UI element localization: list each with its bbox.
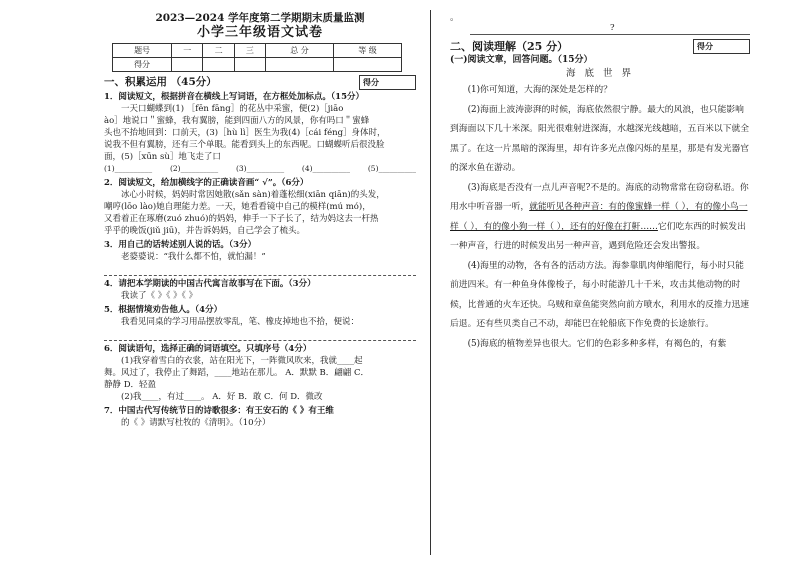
paper-title: 小学三年级语文试卷 xyxy=(196,25,323,40)
score-table-header: 二 xyxy=(203,44,234,58)
answer-blank[interactable]: (4)__________ xyxy=(301,164,351,173)
q1-text: 头也不抬地回到：口前天，(3)［hù lì］医生为我(4)［cái féng］身体时， xyxy=(104,128,386,138)
q6-text: 静静 D．轻盈 xyxy=(104,380,157,390)
score-cell[interactable] xyxy=(333,58,401,72)
question-mark: ? xyxy=(610,23,615,33)
q3-title: 3．用自己的话转述别人说的话。（3分） xyxy=(104,240,257,250)
q1-title: 1．阅读短文，根据拼音在横线上写词语，在方框处加标点。（15分） xyxy=(104,92,364,102)
q1-text: 一天口蝴蝶到(1) ［fēn fāng］的花丛中采蜜，便(2)［jiāo xyxy=(121,104,344,114)
answer-blank[interactable]: (2)__________ xyxy=(169,164,219,173)
blank-label: (3) xyxy=(235,164,247,173)
reading-text: (3)海底是否没有一点儿声音呢?不是的。海底的动物常常在窃窃私语。你用水中听音器一听， xyxy=(450,182,749,212)
score-box-label: 得分 xyxy=(697,41,713,51)
reading-paragraph: (1)你可知道，大海的深处是怎样的？ xyxy=(467,85,613,95)
reading-paragraph: (5)海底的植物差异也很大。它们的色彩多种多样，有褐色的，有紫 xyxy=(467,338,727,349)
reading-paragraph xyxy=(450,179,750,257)
q7-text: 的《 》请默写杜牧的《清明》。（10分） xyxy=(121,418,271,428)
q3-text: 老婆婆说：“我什么都不怕，就怕漏！” xyxy=(121,252,266,262)
column-divider xyxy=(430,10,431,555)
q2-text: 冰心小时候，妈妈时常因她散(sǎn sàn)着蓬松细(xiān qiān)的头发， xyxy=(121,190,385,200)
q7-title: 7．中国古代写传统节日的诗歌很多：有王安石的《 》有王维 xyxy=(104,406,334,416)
blank-label: (2) xyxy=(169,164,181,173)
reading-paragraph: (2)海面上波涛澎湃的时候，海底依然很宁静。最大的风浪，也只能影响到海面以下几十米深。阳光很难射进深海，水越深光线越暗，五百米以下就全黑了。在这一片黑暗的深海里，却有许多光点像闪烁的星星，那是有发光器官的深水鱼在游动。 xyxy=(450,104,750,173)
q4-title: 4．请把本学期读的中国古代寓言故事写在下面。（3分） xyxy=(104,279,316,289)
reading-text: 它们吃东西的时候发出一种声音，行进的时候发出另一种声音，遇到危险还会发出警报。 xyxy=(450,221,746,251)
q1-answer-blanks xyxy=(104,163,416,175)
blank-label: (4) xyxy=(301,164,313,173)
q2-text: 乎乎的晚饭(jiǔ jiū)，并告诉妈妈，自己学会了梳头。 xyxy=(104,226,305,236)
q5-title: 5．根据情境劝告他人。（4分） xyxy=(104,305,223,315)
score-table-header: 总 分 xyxy=(266,44,334,58)
q2-text: 嘲哼(lōo lào)她自理能力差。一天，她看看镜中自己的模样(mú mó)， xyxy=(104,202,371,212)
section2-heading-text: 二、阅读理解（25 分） xyxy=(450,40,569,53)
reading-subheading: (一)阅读文章，回答问题。（15分） xyxy=(450,55,593,65)
score-table xyxy=(112,43,402,72)
answer-blank[interactable]: (1)__________ xyxy=(104,164,153,173)
score-table-header: 一 xyxy=(172,44,203,58)
score-table-label: 得分 xyxy=(113,58,172,72)
score-box-label: 得分 xyxy=(363,77,379,87)
score-table-header: 题号 xyxy=(113,44,172,58)
q6-title: 6．阅读语句，选择正确的词语填空。只填序号（4分） xyxy=(104,344,312,354)
score-table-header: 等 级 xyxy=(333,44,401,58)
right-column xyxy=(450,12,750,354)
blank-label: (1) xyxy=(104,164,115,173)
answer-line[interactable] xyxy=(104,330,416,341)
section1-score-box[interactable] xyxy=(359,75,416,90)
section1-heading xyxy=(104,75,416,89)
q6-text: (2)我____，有过____。 A．好 B．敢 C．何 D．微改 xyxy=(121,392,323,402)
blank-label: (5) xyxy=(367,164,379,173)
score-cell[interactable] xyxy=(266,58,334,72)
q2-title: 2．阅读短文，给加横线字的正确读音画“ √”。（6分） xyxy=(104,178,309,188)
score-cell[interactable] xyxy=(172,58,203,72)
continued-text: 。 xyxy=(450,13,460,23)
q1-text: 面，(5)［xūn sù］地飞走了口 xyxy=(104,152,221,162)
q1-text: ào］地说口＂蜜蜂，我有翼膀，能到四面八方的风景，你有吗口＂蜜蜂 xyxy=(104,116,370,126)
reading-title: 海 底 世 界 xyxy=(565,68,635,79)
reading-paragraph: (4)海里的动物，各有各的活动方法。海参靠肌肉伸缩爬行，每小时只能前进四米。有一种鱼身体像梭子，每小时能游几十千米，攻击其他动物的时候，比普通的火车还快。乌贼和章鱼能突然向前方喷水，利用水的反推力迅速后退。还有些贝类自己不动，却能巴在轮船底下作免费的长途旅行。 xyxy=(450,260,750,329)
q4-text: 我读了《 》《 》《 》 xyxy=(121,291,198,301)
underlined-text: 就能听见各种声音：有的像蜜蜂一样（ ），有的像小鸟一样（ ），有的像小狗一样（ ），还有的好像在打鼾…… xyxy=(450,202,748,232)
q2-text: 又看着正在琢磨(zuó zhuó)的妈妈，伸手一下子长了，结为妈这去一杆热 xyxy=(104,214,379,224)
exam-title: 2023—2024 学年度第二学期期末质量监测 xyxy=(155,12,365,24)
section1-heading-text: 一、积累运用 （45分） xyxy=(104,76,217,88)
score-cell[interactable] xyxy=(203,58,234,72)
section2-score-box[interactable] xyxy=(693,39,750,54)
score-cell[interactable] xyxy=(234,58,265,72)
q1-text: 说我不但有翼膀，还有三个单眼。能看到头上的东西呢。口蝴蝶听后很没脸 xyxy=(104,140,385,150)
section2-heading xyxy=(450,39,750,54)
left-column xyxy=(104,12,416,429)
answer-blank[interactable]: (3)__________ xyxy=(235,164,285,173)
answer-line[interactable] xyxy=(104,265,416,276)
answer-blank[interactable]: (5)__________ xyxy=(367,164,416,173)
q6-text: 舞。风过了，我停止了舞蹈，____地站在那儿。 A．默默 B．翩翩 C． xyxy=(104,368,369,378)
q5-text: 我看见同桌的学习用品摆放零乱，笔、橡皮掉地也不拾，便说： xyxy=(121,317,360,327)
q6-text: (1)我穿着雪白的衣裳，站在阳光下，一阵微风吹来，我就____起 xyxy=(121,356,363,366)
continued-answer-line[interactable] xyxy=(470,24,750,35)
score-table-header: 三 xyxy=(234,44,265,58)
